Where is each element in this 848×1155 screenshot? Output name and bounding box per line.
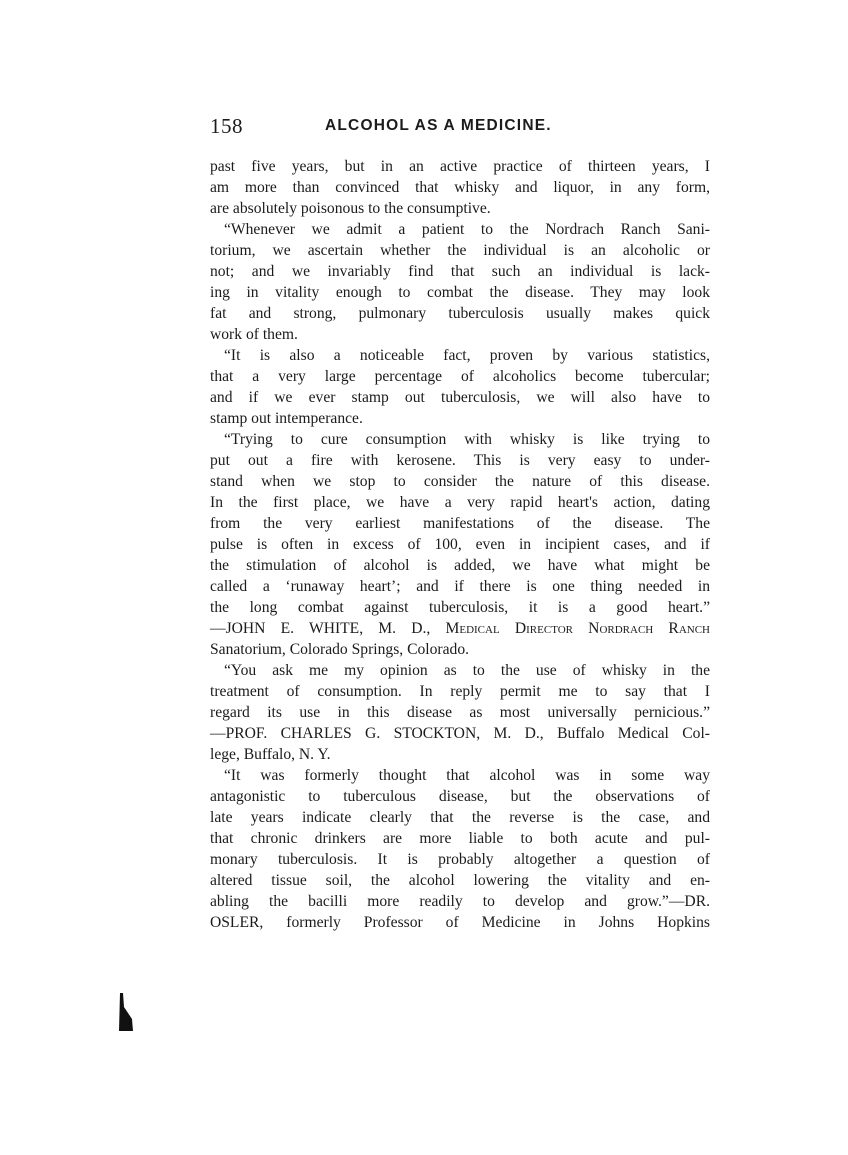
- text-line: that a very large percentage of alcoholics become tubercular;: [210, 368, 710, 385]
- text-line: regard its use in this disease as most universally pernicious.”: [210, 704, 710, 721]
- attribution-line: —PROF. CHARLES G. STOCKTON, M. D., Buffalo Medical Col-: [210, 725, 710, 742]
- text-line: “It was formerly thought that alcohol was in some way: [224, 767, 710, 784]
- text-line: pulse is often in excess of 100, even in incipient cases, and if: [210, 536, 710, 553]
- attribution-line: Sanatorium, Colorado Springs, Colorado.: [210, 641, 470, 658]
- body-text: [210, 156, 710, 933]
- text-line: fat and strong, pulmonary tuberculosis usually makes quick: [210, 305, 710, 322]
- text-line: torium, we ascertain whether the individual is an alcoholic or: [210, 242, 710, 259]
- text-line: put out a fire with kerosene. This is very easy to under-: [210, 452, 710, 469]
- page-number: 158: [210, 114, 243, 138]
- attribution-line: —JOHN E. WHITE, M. D., Medical Director Nordrach Ranch: [210, 620, 710, 637]
- margin-mark-icon: [118, 993, 134, 1031]
- text-line: that chronic drinkers are more liable to both acute and pul-: [210, 830, 710, 847]
- text-line: called a ‘runaway heart’; and if there is one thing needed in: [210, 578, 710, 595]
- text-line: work of them.: [210, 326, 298, 343]
- text-line: treatment of consumption. In reply permit me to say that I: [210, 683, 710, 700]
- text-line: abling the bacilli more readily to develop and grow.”—DR.: [210, 893, 710, 910]
- text-line: past five years, but in an active practice of thirteen years, I: [210, 158, 710, 175]
- page-header: [210, 114, 710, 142]
- text-line: “It is also a noticeable fact, proven by various statistics,: [224, 347, 710, 364]
- text-line: not; and we invariably find that such an individual is lack-: [210, 263, 710, 280]
- text-line: “You ask me my opinion as to the use of whisky in the: [224, 662, 710, 679]
- attribution-line: lege, Buffalo, N. Y.: [210, 746, 331, 763]
- text-line: altered tissue soil, the alcohol lowering the vitality and en-: [210, 872, 710, 889]
- text-line: “Whenever we admit a patient to the Nordrach Ranch Sani-: [224, 221, 710, 238]
- text-line: antagonistic to tuberculous disease, but the observations of: [210, 788, 710, 805]
- text-line: the long combat against tuberculosis, it is a good heart.”: [210, 599, 710, 616]
- text-line: monary tuberculosis. It is probably altogether a question of: [210, 851, 710, 868]
- text-line: In the first place, we have a very rapid heart's action, dating: [210, 494, 710, 511]
- text-line: am more than convinced that whisky and liquor, in any form,: [210, 179, 710, 196]
- text-line: stand when we stop to consider the nature of this disease.: [210, 473, 710, 490]
- text-line: “Trying to cure consumption with whisky is like trying to: [224, 431, 710, 448]
- text-line: OSLER, formerly Professor of Medicine in Johns Hopkins: [210, 914, 710, 931]
- text-line: late years indicate clearly that the reverse is the case, and: [210, 809, 710, 826]
- text-line: ing in vitality enough to combat the disease. They may look: [210, 284, 710, 301]
- text-line: and if we ever stamp out tuberculosis, we will also have to: [210, 389, 710, 406]
- text-line: stamp out intemperance.: [210, 410, 363, 427]
- text-line: the stimulation of alcohol is added, we have what might be: [210, 557, 710, 574]
- text-line: from the very earliest manifestations of the disease. The: [210, 515, 710, 532]
- running-head: ALCOHOL AS A MEDICINE.: [325, 117, 552, 134]
- text-line: are absolutely poisonous to the consumptive.: [210, 200, 491, 217]
